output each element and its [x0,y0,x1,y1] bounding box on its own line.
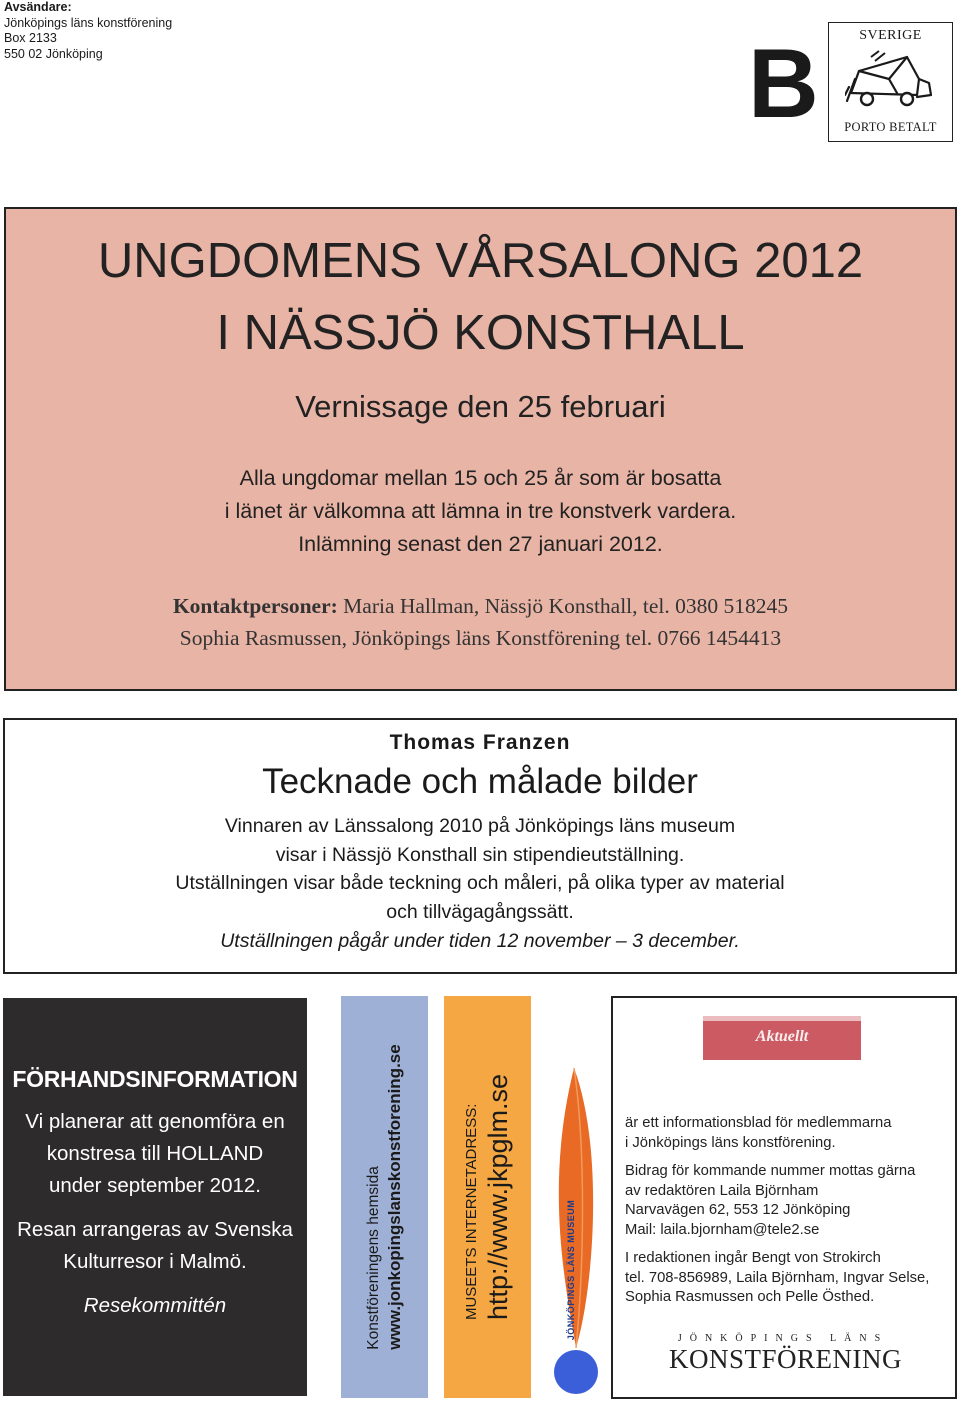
museum-website-link[interactable]: http://www.jkpglm.se [482,1073,513,1321]
aktuellt-paragraph2 [625,1162,950,1240]
preinfo-signature: Resekommittén [83,1294,227,1317]
museum-website-label: MUSEETS INTERNETADRESS: [462,1103,480,1321]
salon-body-line2: i länet är välkomna att lämna in tre konstverk vardera. [224,499,737,523]
exhibition-title: Tecknade och målade bilder [262,762,698,801]
salon-body-line3: Inlämning senast den 27 januari 2012. [298,532,663,556]
preinfo-p2-line2: Kulturresor i Malmö. [63,1250,247,1273]
salon-vernissage: Vernissage den 25 februari [295,389,666,424]
salon-title-line1: UNGDOMENS VÅRSALONG 2012 [97,234,864,288]
postage-class-letter: B [748,28,817,138]
aktuellt-p2-line4: Mail: laila.bjornham@tele2.se [625,1221,820,1238]
preinfo-paragraph1 [3,1106,307,1202]
preinfo-box [3,998,307,1396]
preinfo-p1-line1: Vi planerar att genomföra en [25,1110,285,1133]
society-website-strip [341,996,428,1398]
museum-logo-circle [554,1350,598,1394]
preinfo-paragraph2 [3,1214,307,1278]
salon-contact-line1 [6,589,955,623]
society-website-link[interactable]: www.jonkopingslanskonstforening.se [384,1044,404,1350]
society-logo-top: JÖNKÖPINGS LÄNS [677,1333,889,1344]
museum-logo-text: JÖNKÖPINGS LÄNS MUSEUM [566,1199,576,1341]
aktuellt-badge [703,1016,861,1060]
salon-contact-line2: Sophia Rasmussen, Jönköpings läns Konstförening tel. 0766 1454413 [179,626,782,650]
aktuellt-p2-line3: Narvavägen 62, 553 12 Jönköping [625,1202,851,1218]
salon-body-line1: Alla ungdomar mellan 15 och 25 år som är bosatta [239,466,722,490]
aktuellt-p3-line3: Sophia Rasmussen och Pelle Östhed. [625,1289,875,1305]
society-logo-main: KONSTFÖRENING [669,1344,903,1374]
exhibition-description [5,812,955,926]
exhibition-desc-line3: Utställningen visar både teckning och måleri, på olika typer av material [175,872,785,894]
aktuellt-paragraph1 [625,1114,950,1153]
exhibition-dates: Utställningen pågår under tiden 12 november – 3 december. [220,930,740,952]
aktuellt-p1-line2: i Jönköpings läns konstförening. [625,1134,836,1151]
exhibition-desc-line2: visar i Nässjö Konsthall sin stipendieutställning. [275,843,685,866]
sender-box: Box 2133 [4,31,57,45]
museum-website-strip [444,996,531,1398]
preinfo-p1-line2: konstresa till HOLLAND [46,1142,264,1165]
aktuellt-p2-line1: Bidrag för kommande nummer mottas gärna [625,1163,916,1179]
aktuellt-info-box [611,996,957,1399]
society-website-label: Konstföreningens hemsida [364,1166,382,1350]
preinfo-p2-line1: Resan arrangeras av Svenska [17,1218,293,1241]
exhibition-desc-line1: Vinnaren av Länssalong 2010 på Jönköpings läns museum [224,815,736,837]
salon-title-line2: I NÄSSJÖ KONSTHALL [216,306,745,360]
aktuellt-p2-line2: av redaktören Laila Björnham [625,1182,819,1199]
postage-stamp [828,22,953,142]
contact-maria: Maria Hallman, Nässjö Konsthall, tel. 0380 518245 [337,594,789,618]
sender-org: Jönköpings läns konstförening [4,15,173,30]
preinfo-heading: FÖRHANDSINFORMATION [12,1066,298,1092]
salon-announcement [4,207,957,691]
sender-label: Avsändare: [4,0,72,14]
exhibition-desc-line4: och tillvägagångssätt. [386,900,574,923]
sender-city: 550 02 Jönköping [4,46,103,61]
sender-address [4,0,172,62]
museum-logo-text-wrap [554,1199,588,1341]
preinfo-p1-line3: under september 2012. [49,1174,261,1197]
aktuellt-p3-line1: I redaktionen ingår Bengt von Strokirch [625,1250,881,1266]
exhibition-artist: Thomas Franzen [389,731,571,754]
aktuellt-p3-line2: tel. 708-856989, Laila Björnham, Ingvar Selse, [625,1269,930,1286]
postal-van-icon [845,49,937,113]
stamp-country: SVERIGE [859,28,922,43]
aktuellt-badge-text: Aktuellt [755,1028,809,1045]
aktuellt-paragraph3 [625,1249,950,1308]
stamp-status: PORTO BETALT [844,120,937,134]
exhibition-announcement [3,718,957,974]
contact-label: Kontaktpersoner: [172,594,338,618]
aktuellt-p1-line1: är ett informationsblad för medlemmarna [625,1115,892,1131]
